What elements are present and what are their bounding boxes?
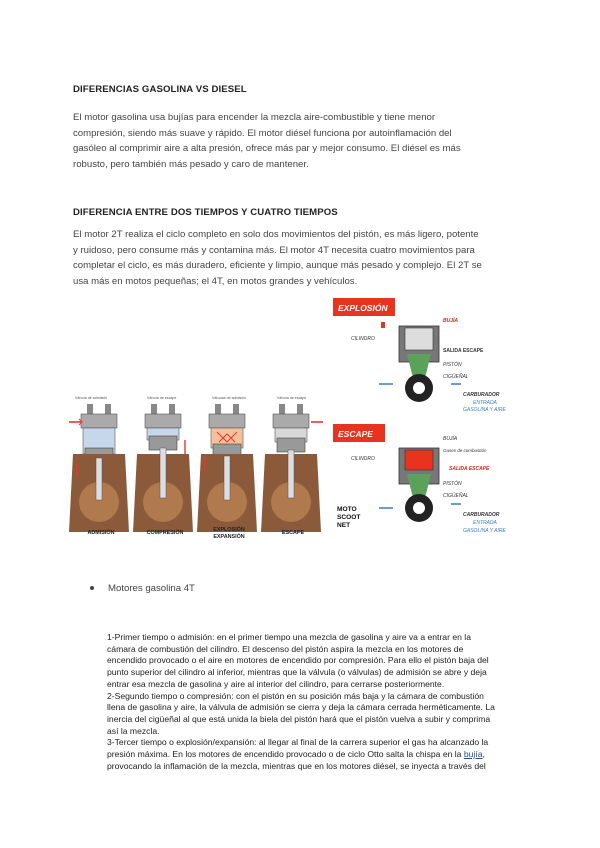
detail-line: provocando la inflamación de la mezcla, mientras que en los motores diésel, se inyecta a través del — [107, 760, 486, 771]
detail-line: 2-Segundo tiempo o compresión: con el pistón en su posición más baja y la cámara de combustión — [107, 690, 484, 701]
stroke-label-admision: ADMISIÓN — [87, 530, 115, 536]
text-line: gasóleo al comprimir aire a alta presión, ofrece más par y mejor consumo. El diésel es más — [73, 143, 461, 155]
valve-label-1: Válvula de admisión — [75, 396, 108, 400]
label-piston-2: PISTÓN — [443, 481, 462, 487]
label-bujia-2: BUJÍA — [443, 436, 458, 442]
detail-line: inercia del cigüeñal al que está unida la biela del pistón hará que el pistón vuelva a subir y comprima — [107, 713, 491, 724]
label-entrada-2: ENTRADA — [473, 520, 497, 526]
valve-label-2: Válvula de escape — [147, 396, 177, 400]
label-gasolina-aire-2: GASOLINA Y AIRE — [463, 528, 506, 534]
label-gases: Gases de combustión — [443, 448, 487, 453]
stroke-label-explosion: EXPLOSIÓN — [213, 527, 245, 533]
label-carburador: CARBURADOR — [463, 392, 500, 398]
text-line: El motor gasolina usa bujías para encender la mezcla aire-combustible y tiene menor — [73, 112, 436, 123]
text-line: y ruidoso, pero consume más y contamina más. El motor 4T necesita cuatro movimientos para — [73, 244, 475, 256]
label-bujia: BUJÍA — [443, 318, 459, 324]
text-line: El motor 2T realiza el ciclo completo en solo dos movimientos del pistón, es más ligero, potente — [73, 229, 479, 240]
detail-line-text: presión máxima. En los motores de encendido provocado o de ciclo Otto salta la chispa en la — [107, 749, 462, 760]
bullet-text: Motores gasolina 4T — [108, 583, 195, 594]
text-line: completar el ciclo, es más duradero, eficiente y limpio, aunque más pesado y complejo. El 2T se — [73, 260, 482, 272]
engine-admision-icon — [69, 404, 129, 532]
paragraph-2t-4t — [73, 227, 525, 289]
link-suffix: , — [482, 749, 485, 760]
bullet-dot-icon — [90, 586, 94, 590]
stroke-label-expansion: EXPANSIÓN — [213, 534, 245, 540]
logo-line-2: SCOOT — [337, 514, 361, 521]
detail-line — [107, 749, 527, 761]
label-ciguenal: CIGÜEÑAL — [443, 374, 469, 380]
detail-line: así la mezcla. — [107, 725, 160, 736]
text-line: compresión, siendo más suave y rápido. El motor diésel funciona por autoinflamación del — [73, 127, 452, 139]
stroke-label-escape: ESCAPE — [281, 530, 305, 536]
detail-line: entrar esa mezcla de gasolina y aire al interior del cilindro, para cerrarse posteriormente. — [107, 678, 445, 689]
label-ciguenal-2: CIGÜEÑAL — [443, 493, 469, 499]
detail-paragraph — [107, 632, 527, 772]
detail-line: llena de gasolina y aire, la válvula de admisión se cierra y deja la cámara cerrada herméticamente. La — [107, 702, 495, 713]
valve-label-3: Válvulas de admisión — [212, 396, 246, 400]
engine-compresion-icon — [133, 404, 193, 532]
detail-line: encendido provocado o el aire en motores de encendido por compresión. Para ello el pistón baja del — [107, 655, 489, 666]
label-salida-escape-2: SALIDA ESCAPE — [449, 466, 490, 472]
paragraph-gasolina-diesel — [73, 110, 525, 172]
engine-escape-icon — [261, 404, 323, 532]
text-line: usa más en motos pequeñas; el 4T, en motos grandes y vehículos. — [73, 275, 358, 287]
motoscoot-logo — [337, 506, 360, 529]
panel-title-escape: ESCAPE — [338, 429, 373, 439]
detail-line: 3-Tercer tiempo o explosión/expansión: al llegar al final de la carrera superior el gas ha alcanzado la — [107, 737, 489, 748]
stroke-label-compresion: COMPRESIÓN — [146, 530, 184, 536]
heading-gasolina-vs-diesel: DIFERENCIAS GASOLINA VS DIESEL — [73, 84, 247, 95]
logo-line-1: MOTO — [337, 506, 357, 513]
text-line: robusto, pero también más pesado y caro de mantener. — [73, 158, 309, 170]
detail-line: 1-Primer tiempo o admisión: en el primer tiempo una mezcla de gasolina y aire va a entrar en la — [107, 632, 471, 642]
detail-line: punto superior del cilindro al inferior, mientras que la válvula (o válvulas) de admisión se abre y deja — [107, 667, 487, 678]
bullet-item — [90, 583, 195, 594]
heading-dos-vs-cuatro-tiempos: DIFERENCIA ENTRE DOS TIEMPOS Y CUATRO TIEMPOS — [73, 207, 338, 218]
logo-line-3: NET — [337, 522, 351, 529]
two-stroke-cycle-figure — [333, 298, 525, 548]
valve-label-4: Válvula de escape — [277, 396, 307, 400]
bujia-link[interactable]: bujía — [463, 749, 483, 760]
detail-line: cámara de combustión del cilindro. El descenso del pistón aspira la mezcla en los motores de — [107, 643, 464, 654]
four-stroke-cycle-figure — [67, 392, 323, 542]
label-cilindro-2: CILINDRO — [351, 456, 375, 462]
label-gasolina-aire: GASOLINA Y AIRE — [463, 407, 506, 413]
engine-explosion-icon — [197, 404, 257, 532]
label-entrada: ENTRADA — [473, 400, 497, 406]
label-piston: PISTÓN — [443, 362, 462, 368]
label-cilindro: CILINDRO — [351, 336, 375, 342]
label-salida-escape: SALIDA ESCAPE — [443, 348, 484, 354]
panel-title-explosion: EXPLOSIÓN — [338, 303, 388, 313]
label-carburador-2: CARBURADOR — [463, 512, 500, 518]
